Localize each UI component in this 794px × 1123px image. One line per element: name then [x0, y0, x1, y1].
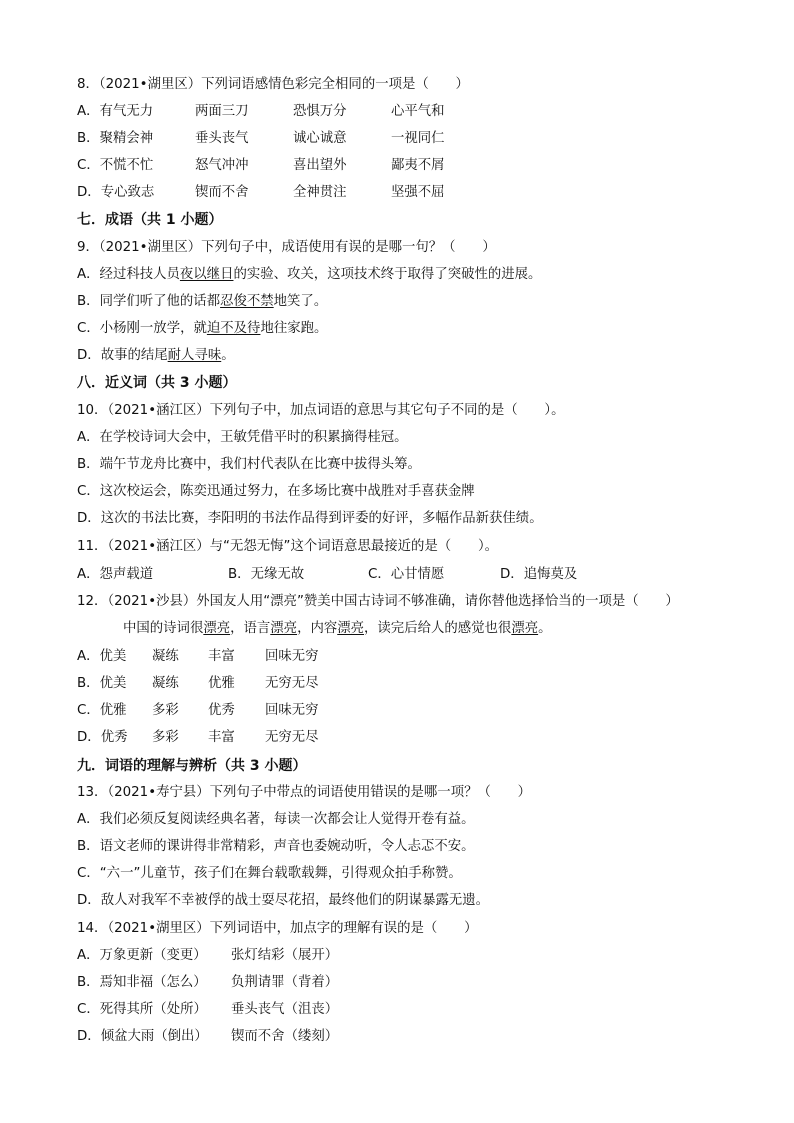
underlined-word: 漂亮 [511, 621, 539, 636]
question-13-stem: 13．（2021•寿宁县）下列句子中带点的词语使用错误的是哪一项？（ ） [77, 785, 532, 800]
question-11-stem: 11．（2021•涵江区）与“无怨无悔”这个词语意思最接近的是（ ）。 [77, 539, 499, 554]
q14-option-c: C．死得其所（处所） 垂头丧气（沮丧） [77, 1002, 339, 1017]
question-8-stem: 8．（2021•湖里区）下列词语感情色彩完全相同的一项是（ ） [77, 77, 469, 92]
section-8-title: 八．近义词（共 3 小题） [77, 375, 237, 391]
option-word: 鄙夷不屑 [391, 158, 445, 173]
q13-option-a: A．我们必须反复阅读经典名著，每读一次都会让人觉得开卷有益。 [77, 812, 475, 827]
question-9-stem: 9．（2021•湖里区）下列句子中，成语使用有误的是哪一句？（ ） [77, 240, 496, 255]
underlined-word: 漂亮 [270, 621, 298, 636]
option-word: 垂头丧气 [195, 131, 249, 146]
question-10-stem: 10．（2021•涵江区）下列句子中，加点词语的意思与其它句子不同的是（ ）。 [77, 403, 565, 418]
q13-option-c: C．“六一”儿童节，孩子们在舞台载歌载舞，引得观众拍手称赞。 [77, 866, 462, 881]
underlined-idiom: 夜以继日 [179, 267, 234, 282]
option-word: 恐惧万分 [293, 104, 347, 119]
section-9-title: 九．词语的理解与辨析（共 3 小题） [77, 758, 307, 774]
q13-option-d: D．敌人对我军不幸被俘的战士耍尽花招，最终他们的阴谋暴露无遗。 [77, 893, 490, 908]
underlined-idiom: 忍俊不禁 [220, 294, 274, 309]
option-d: D．追悔莫及 [500, 567, 578, 582]
q10-option-a: A．在学校诗词大会中，王敏凭借平时的积累摘得桂冠。 [77, 430, 408, 445]
option-word: 喜出望外 [293, 158, 347, 173]
q12-sentence: 中国的诗词很漂亮，语言漂亮，内容漂亮，读完后给人的感觉也很漂亮。 [123, 621, 552, 636]
q8-option-b [29, 130, 729, 148]
question-14-stem: 14．（2021•湖里区）下列词语中，加点字的理解有误的是（ ） [77, 921, 478, 936]
q10-option-b: B．端午节龙舟比赛中，我们村代表队在比赛中拔得头筹。 [77, 457, 421, 472]
option-word: 一视同仁 [391, 131, 445, 146]
q14-option-d: D．倾盆大雨（倒出） 锲而不舍（缕刻） [77, 1029, 339, 1044]
option-word: C．不慌不忙 [77, 158, 154, 173]
q13-option-b: B．语文老师的课讲得非常精彩，声音也委婉动听，令人忐忑不安。 [77, 839, 475, 854]
q8-option-c [29, 157, 729, 175]
underlined-word: 漂亮 [337, 621, 365, 636]
option-word: 全神贯注 [293, 185, 347, 200]
underlined-idiom: 耐人寻味 [167, 348, 222, 363]
q12-option-a: A．优美 凝练 丰富 回味无穷 [77, 649, 319, 664]
option-word: 心平气和 [391, 104, 445, 119]
option-word: 诚心诚意 [293, 131, 347, 146]
option-word: 怒气冲冲 [195, 158, 249, 173]
option-b: B．无缘无故 [228, 567, 305, 582]
q9-option-b: B．同学们听了他的话都忍俊不禁地笑了。 [77, 294, 328, 309]
q12-option-c: C．优雅 多彩 优秀 回味无穷 [77, 703, 319, 718]
q12-option-b: B．优美 凝练 优雅 无穷无尽 [77, 676, 319, 691]
q10-option-c: C．这次校运会，陈奕迅通过努力，在多场比赛中战胜对手喜获金牌 [77, 484, 475, 499]
question-12-stem: 12．（2021•沙县）外国友人用“漂亮”赞美中国古诗词不够准确，请你替他选择恰当的一项是（ ） [77, 594, 679, 609]
underlined-word: 漂亮 [203, 621, 231, 636]
q9-option-c: C．小杨刚一放学，就迫不及待地往家跑。 [77, 321, 328, 336]
section-7-title: 七．成语（共 1 小题） [77, 212, 223, 228]
q9-option-a: A．经过科技人员夜以继日的实验、攻关，这项技术终于取得了突破性的进展。 [77, 267, 542, 282]
underlined-idiom: 迫不及待 [206, 321, 261, 336]
q8-option-a [29, 103, 729, 121]
option-word: 两面三刀 [195, 104, 249, 119]
q8-option-d [29, 184, 729, 202]
option-c: C．心甘情愿 [368, 567, 445, 582]
q10-option-d: D．这次的书法比赛，李阳明的书法作品得到评委的好评，多幅作品新获佳绩。 [77, 511, 543, 526]
q12-option-d: D．优秀 多彩 丰富 无穷无尽 [77, 730, 319, 745]
option-word: 坚强不屈 [391, 185, 445, 200]
option-word: 锲而不舍 [195, 185, 249, 200]
q11-options [29, 566, 729, 584]
option-a: A．怨声载道 [77, 567, 154, 582]
q14-option-a: A．万象更新（变更） 张灯结彩（展开） [77, 948, 339, 963]
q14-option-b: B．焉知非福（怎么） 负荆请罪（背着） [77, 975, 339, 990]
option-word: B．聚精会神 [77, 131, 154, 146]
q9-option-d: D．故事的结尾耐人寻味。 [77, 348, 235, 363]
option-word: A．有气无力 [77, 104, 154, 119]
option-word: D．专心致志 [77, 185, 155, 200]
